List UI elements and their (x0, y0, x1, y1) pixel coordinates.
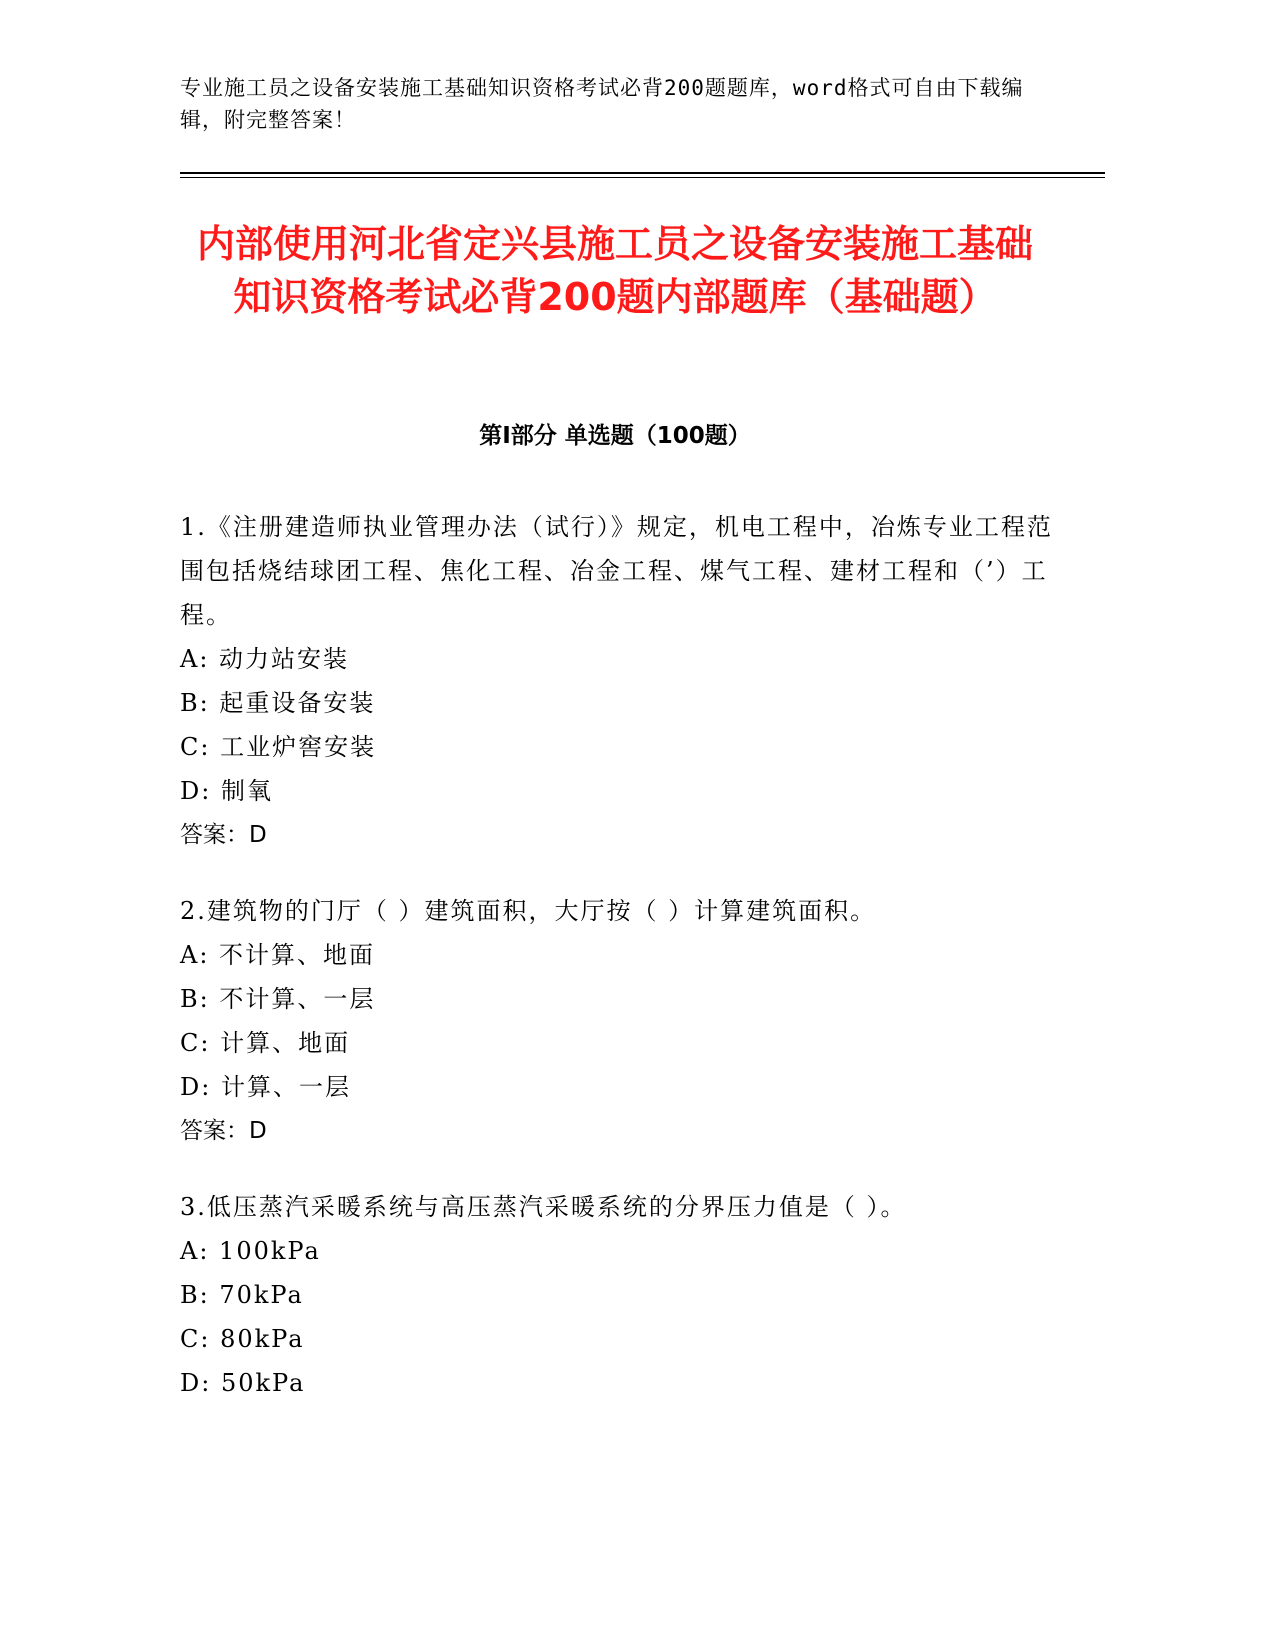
section-heading: 第Ⅰ部分 单选题（100题） (479, 423, 751, 449)
answer: 答案：D (180, 1118, 267, 1144)
question-text: 2.建筑物的门厅（ ）建筑面积，大厅按（ ）计算建筑面积。 (180, 897, 877, 925)
header-divider (180, 172, 1105, 174)
option-a: A: 不计算、地面 (180, 941, 376, 969)
header-note: 专业施工员之设备安装施工基础知识资格考试必背200题题库，word格式可自由下载编辑，附完整答案！ (180, 76, 1024, 132)
option-c: C: 工业炉窖安装 (180, 733, 377, 761)
option-c: C: 80kPa (180, 1325, 305, 1353)
question-2 (180, 889, 1060, 1153)
option-b: B: 不计算、一层 (180, 985, 376, 1013)
option-b: B: 起重设备安装 (180, 689, 376, 717)
option-a: A: 动力站安装 (180, 645, 350, 673)
question-text: 3.低压蒸汽采暖系统与高压蒸汽采暖系统的分界压力值是（ ）。 (180, 1193, 907, 1221)
question-3 (180, 1185, 1060, 1405)
option-a: A: 100kPa (180, 1237, 321, 1265)
document-title: 内部使用河北省定兴县施工员之设备安装施工基础知识资格考试必背200题内部题库（基础题） (196, 222, 1033, 319)
option-b: B: 70kPa (180, 1281, 304, 1309)
option-d: D: 计算、一层 (180, 1073, 351, 1101)
answer: 答案：D (180, 822, 267, 848)
option-d: D: 制氧 (180, 777, 273, 805)
question-text: 1.《注册建造师执业管理办法（试行）》规定，机电工程中，冶炼专业工程范围包括烧结球团工程、焦化工程、冶金工程、煤气工程、建材工程和（’）工程。 (180, 513, 1053, 629)
option-c: C: 计算、地面 (180, 1029, 351, 1057)
option-d: D: 50kPa (180, 1369, 306, 1397)
question-1 (180, 505, 1060, 857)
question-list (180, 505, 1060, 1437)
header-divider-thin (180, 177, 1105, 178)
